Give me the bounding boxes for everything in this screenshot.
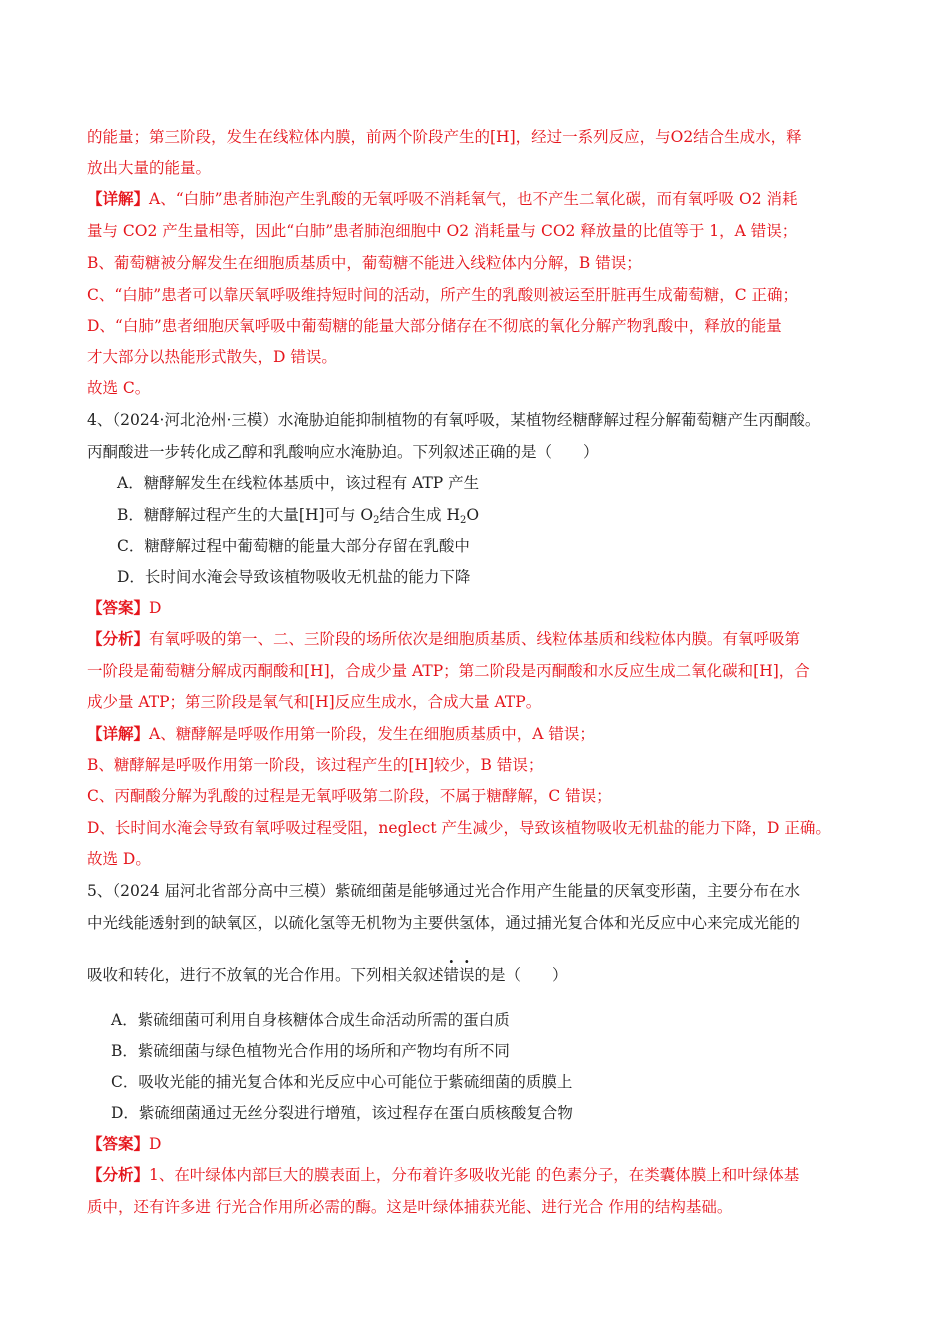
answer-tag: 【答案】 <box>87 1134 150 1153</box>
detail-tag: 【详解】 <box>87 724 150 743</box>
detail-text: 才大部分以热能形式散失，D 错误。 <box>87 348 337 366</box>
question-4-stem: 丙酮酸进一步转化成乙醇和乳酸响应水淹胁迫。下列叙述正确的是（ ） <box>87 443 599 461</box>
question-4-stem: 4、（2024·河北沧州·三模）水淹胁迫能抑制植物的有氧呼吸，某植物经糖酵解过程分解葡萄糖产生丙酮酸。 <box>87 411 821 429</box>
detail-text: A、“白肺”患者肺泡产生乳酸的无氧呼吸不消耗氧气，也不产生二氧化碳，而有氧呼吸 O2 消耗 <box>149 190 798 208</box>
analysis-text: 成少量 ATP；第三阶段是氧气和[H]反应生成水，合成大量 ATP。 <box>87 693 542 711</box>
question-5-stem: 中光线能透射到的缺氧区，以硫化氢等无机物为主要供氢体，通过捕光复合体和光反应中心来完成光能的 <box>87 914 801 932</box>
answer <box>87 1134 161 1154</box>
analysis-paragraph <box>87 1165 799 1185</box>
analysis-continuation: 放出大量的能量。 <box>87 159 212 177</box>
question-4-option-d: D．长时间水淹会导致该植物吸收无机盐的能力下降 <box>117 568 471 586</box>
analysis-text: 1、在叶绿体内部巨大的膜表面上，分布着许多吸收光能 的色素分子，在类囊体膜上和叶绿体基 <box>149 1166 800 1184</box>
question-5-option-a: A．紫硫细菌可利用自身核糖体合成生命活动所需的蛋白质 <box>111 1011 510 1029</box>
question-5-stem <box>87 965 568 985</box>
analysis-tag: 【分析】 <box>87 629 150 648</box>
stem-text: 吸收和转化，进行不放氧的光合作用。下列相关叙述 <box>87 966 444 984</box>
conclusion: 故选 C。 <box>87 379 151 397</box>
question-5-option-b: B．紫硫细菌与绿色植物光合作用的场所和产物均有所不同 <box>111 1042 510 1060</box>
analysis-text: 一阶段是葡萄糖分解成丙酮酸和[H]，合成少量 ATP；第二阶段是丙酮酸和水反应生成二氧化碳和[H]，合 <box>87 662 810 680</box>
question-4-option-a: A．糖酵解发生在线粒体基质中，该过程有 ATP 产生 <box>117 474 480 492</box>
stem-text: 的是（ ） <box>474 966 568 984</box>
emphasis-char: 错 <box>443 966 460 984</box>
detail-text: 量与 CO2 产生量相等，因此“白肺”患者肺泡细胞中 O2 消耗量与 CO2 释放量的比值等于 1，A 错误； <box>87 222 798 240</box>
detail-text: B、葡萄糖被分解发生在细胞质基质中，葡萄糖不能进入线粒体内分解，B 错误； <box>87 254 642 272</box>
subscript: 2 <box>373 515 380 526</box>
conclusion: 故选 D。 <box>87 850 151 868</box>
question-4-option-c: C．糖酵解过程中葡萄糖的能量大部分存留在乳酸中 <box>117 537 470 555</box>
answer-tag: 【答案】 <box>87 598 150 617</box>
detail-paragraph <box>87 724 595 744</box>
option-b-text: 结合生成 H <box>379 506 460 524</box>
analysis-paragraph <box>87 629 800 649</box>
option-b-text: B．糖酵解过程产生的大量[H]可与 O <box>117 506 374 524</box>
analysis-continuation: 的能量；第三阶段，发生在线粒体内膜，前两个阶段产生的[H]，经过一系列反应，与O2结合生成水，释 <box>87 128 802 146</box>
detail-paragraph <box>87 189 797 209</box>
detail-tag: 【详解】 <box>87 189 150 208</box>
detail-text: D、长时间水淹会导致有氧呼吸过程受阻，neglect 产生减少，导致该植物吸收无机盐的能力下降，D 正确。 <box>87 819 831 837</box>
detail-text: B、糖酵解是呼吸作用第一阶段，该过程产生的[H]较少，B 错误； <box>87 756 544 774</box>
subscript: 2 <box>459 515 467 526</box>
option-b-text: O <box>466 506 480 524</box>
answer <box>87 598 161 618</box>
question-4-option-b <box>117 505 479 525</box>
question-5-option-d: D．紫硫细菌通过无丝分裂进行增殖，该过程存在蛋白质核酸复合物 <box>111 1104 573 1122</box>
question-5-stem: 5、（2024 届河北省部分高中三模）紫硫细菌是能够通过光合作用产生能量的厌氧变形菌，主要分布在水 <box>87 882 800 900</box>
detail-text: C、丙酮酸分解为乳酸的过程是无氧呼吸第二阶段，不属于糖酵解，C 错误； <box>87 787 612 805</box>
detail-text: D、“白肺”患者细胞厌氧呼吸中葡萄糖的能量大部分储存在不彻底的氧化分解产物乳酸中，释放的能量 <box>87 317 782 335</box>
analysis-text: 质中，还有许多进 行光合作用所必需的酶。这是叶绿体捕获光能、进行光合 作用的结构基础。 <box>87 1198 733 1216</box>
detail-text: A、糖酵解是呼吸作用第一阶段，发生在细胞质基质中，A 错误； <box>149 725 595 743</box>
answer-value: D <box>149 599 162 617</box>
detail-text: C、“白肺”患者可以靠厌氧呼吸维持短时间的活动，所产生的乳酸则被运至肝脏再生成葡萄糖，C 正确； <box>87 286 798 304</box>
question-5-option-c: C．吸收光能的捕光复合体和光反应中心可能位于紫硫细菌的质膜上 <box>111 1073 573 1091</box>
answer-value: D <box>149 1135 162 1153</box>
emphasis-char: 误 <box>459 966 475 984</box>
analysis-text: 有氧呼吸的第一、二、三阶段的场所依次是细胞质基质、线粒体基质和线粒体内膜。有氧呼吸第 <box>149 630 801 648</box>
analysis-tag: 【分析】 <box>87 1165 150 1184</box>
